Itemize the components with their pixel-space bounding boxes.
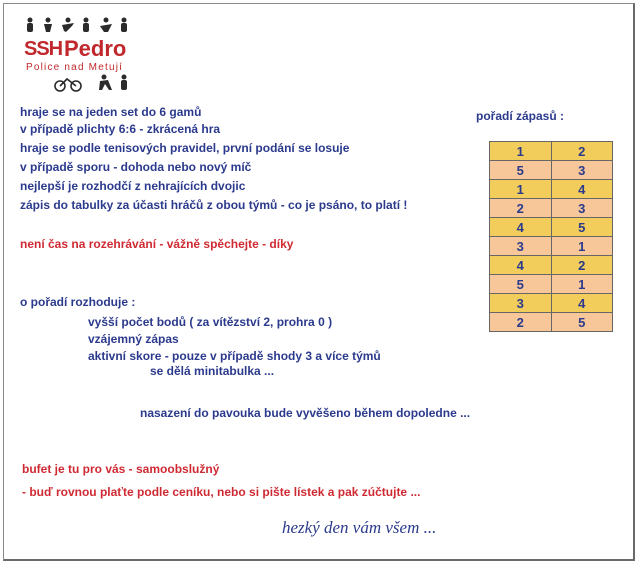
match-row	[490, 218, 613, 237]
away-team: 3	[551, 199, 613, 218]
home-team: 1	[490, 142, 552, 161]
home-team: 5	[490, 161, 552, 180]
away-team: 2	[551, 256, 613, 275]
match-row	[490, 180, 613, 199]
match-row	[490, 275, 613, 294]
home-team: 4	[490, 218, 552, 237]
order-criterion-1: vyšší počet bodů ( za vítězství 2, prohra 0 )	[88, 315, 333, 329]
match-row	[490, 142, 613, 161]
match-row	[490, 294, 613, 313]
home-team: 1	[490, 180, 552, 199]
logo-subtitle: Police nad Metují	[26, 62, 124, 73]
home-team: 2	[490, 313, 552, 332]
home-team: 3	[490, 237, 552, 256]
rule-line-2: v případě plichty 6:6 - zkrácená hra	[20, 122, 221, 136]
schedule-title: pořadí zápasů :	[476, 109, 565, 123]
home-team: 3	[490, 294, 552, 313]
away-team: 4	[551, 180, 613, 199]
logo-name: Pedro	[64, 36, 127, 61]
match-row	[490, 256, 613, 275]
away-team: 1	[551, 237, 613, 256]
rule-line-3: hraje se podle tenisových pravidel, první podání se losuje	[20, 141, 350, 155]
away-team: 4	[551, 294, 613, 313]
match-schedule-table	[489, 141, 613, 332]
order-criterion-3: aktivní skore - pouze v případě shody 3 a více týmů	[88, 349, 381, 363]
bracket-note: nasazení do pavouka bude vyvěšeno během dopoledne ...	[140, 406, 471, 420]
order-heading: o pořadí rozhoduje :	[20, 295, 136, 309]
match-row	[490, 237, 613, 256]
home-team: 5	[490, 275, 552, 294]
rule-line-4: v případě sporu - dohoda nebo nový míč	[20, 160, 252, 174]
away-team: 5	[551, 313, 613, 332]
home-team: 2	[490, 199, 552, 218]
away-team: 5	[551, 218, 613, 237]
away-team: 3	[551, 161, 613, 180]
order-criterion-4: se dělá minitabulka ...	[150, 364, 275, 378]
rule-line-6: zápis do tabulky za účasti hráčů z obou týmů - co je psáno, to platí !	[20, 198, 408, 212]
match-row	[490, 313, 613, 332]
buffet-line-1: bufet je tu pro vás - samoobslužný	[22, 462, 220, 476]
away-team: 2	[551, 142, 613, 161]
rule-line-5: nejlepší je rozhodčí z nehrajících dvojic	[20, 179, 246, 193]
farewell: hezký den vám všem ...	[282, 518, 437, 537]
logo-mark: SSH	[24, 38, 63, 60]
order-criterion-2: vzájemný zápas	[88, 332, 179, 346]
rule-line-1: hraje se na jeden set do 6 gamů	[20, 105, 202, 119]
sports-pictograms-icon	[22, 16, 134, 34]
match-row	[490, 199, 613, 218]
home-team: 4	[490, 256, 552, 275]
cyclist-runner-icon	[52, 74, 132, 92]
buffet-line-2: - buď rovnou plaťte podle ceníku, nebo si pište lístek a pak zúčtujte ...	[22, 485, 421, 499]
hurry-note: není čas na rozehrávání - vážně spěchejte - díky	[20, 237, 294, 251]
away-team: 1	[551, 275, 613, 294]
club-logo	[22, 16, 134, 94]
match-row	[490, 161, 613, 180]
